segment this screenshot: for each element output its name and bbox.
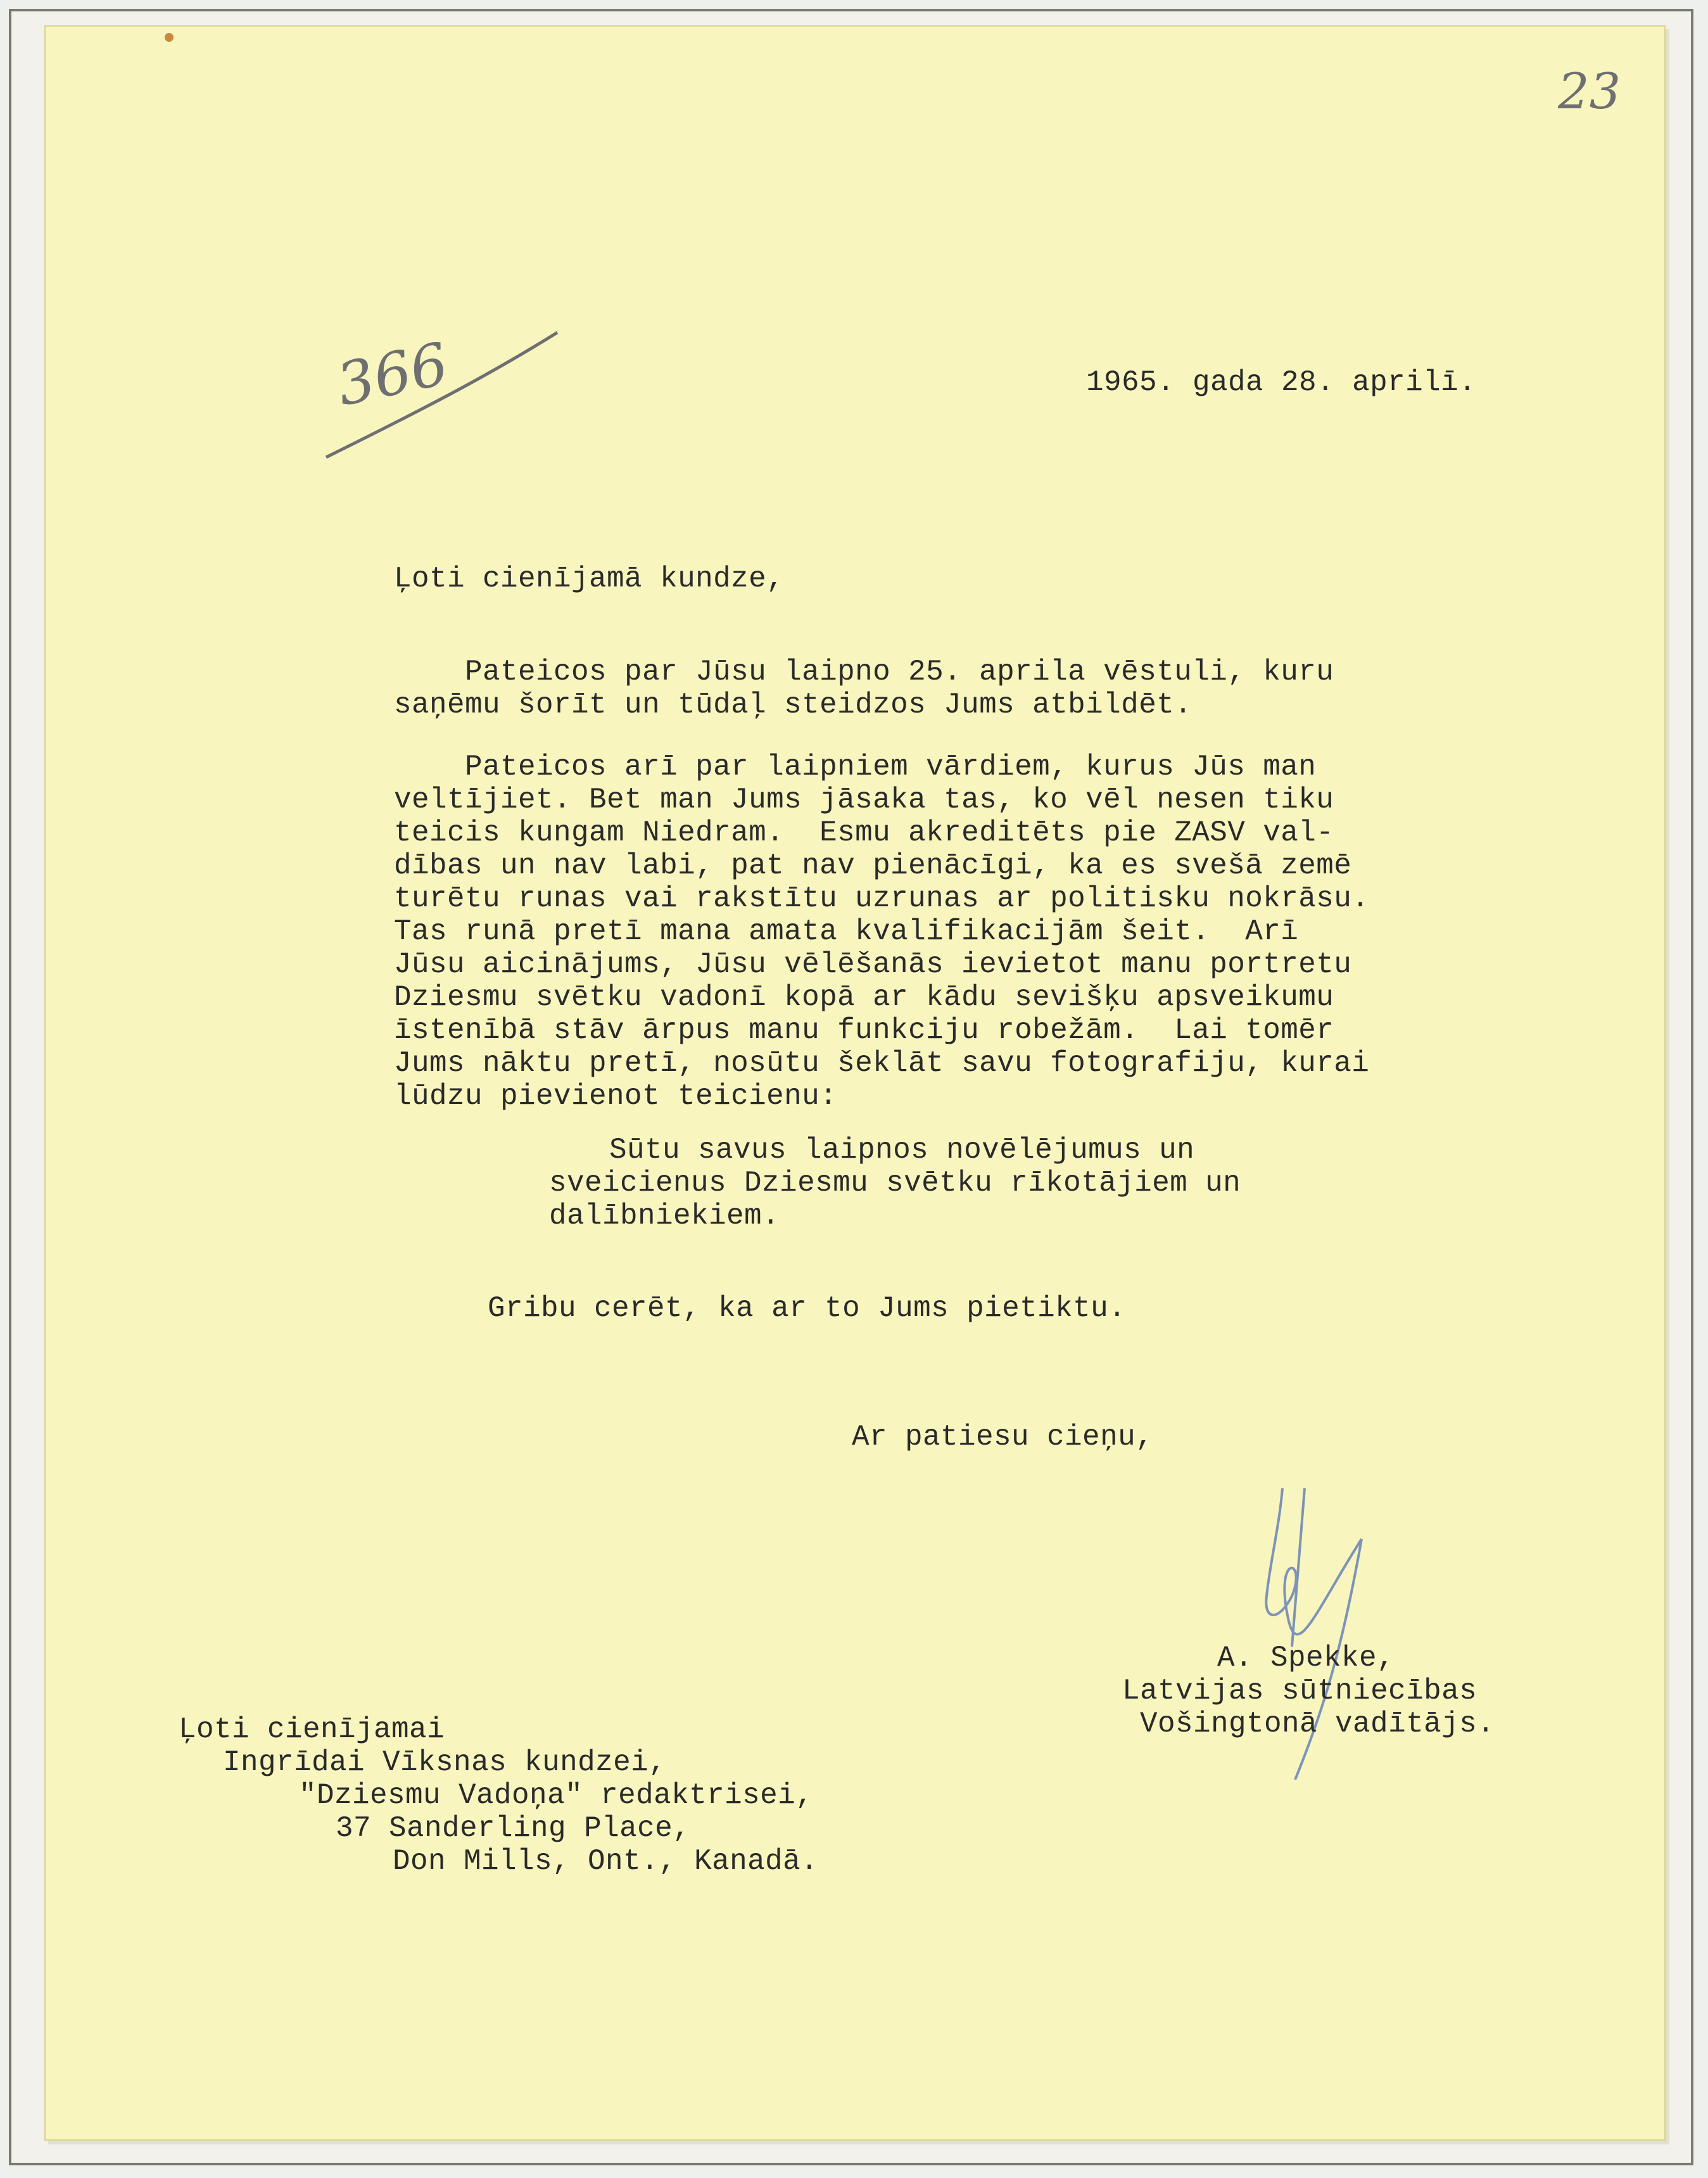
signatory-line: A. Spekke, [1217, 1642, 1395, 1675]
signatory-line: Latvijas sūtniecības [1122, 1675, 1477, 1707]
closing-paragraph: Gribu cerēt, ka ar to Jums pietiktu. [488, 1292, 1127, 1325]
file-number: 366 [331, 329, 454, 419]
paragraph2-line: lūdzu pievienot teicienu: [394, 1080, 838, 1113]
page-number: 23 [1558, 63, 1621, 120]
address-line: Ingrīdai Vīksnas kundzei, [223, 1746, 667, 1779]
paragraph1-line: Pateicos par Jūsu laipno 25. aprilа vēstuli, kuru [394, 655, 1334, 688]
paragraph2-line: teicis kungam Niedram. Esmu akreditēts pie ZASV val- [394, 816, 1334, 849]
paragraph2-line: Tas runā pretī mana amata kvalifikacijām šeit. Arī [394, 915, 1299, 948]
paragraph2-line: īstenībā stāv ārpus manu funkciju robežām. Lai tomēr [394, 1014, 1334, 1047]
closing: Ar patiesu cieņu, [852, 1421, 1154, 1453]
quote-line: sveicienus Dziesmu svētku rīkotājiem un [549, 1167, 1241, 1200]
paragraph2-line: Pateicos arī par laipniem vārdiem, kurus Jūs man [394, 750, 1317, 783]
paragraph2-line: dības un nav labi, pat nav pienācīgi, ka es svešā zemē [394, 849, 1352, 882]
letter-date: 1965. gada 28. aprilī. [1086, 366, 1477, 399]
paragraph2-line: Jums nāktu pretī, nosūtu šeklāt savu fotografiju, kurai [394, 1047, 1370, 1080]
paragraph2-line: Dziesmu svētku vadonī kopā ar kādu sevišķu apsveikumu [394, 981, 1334, 1014]
pencil-stroke [326, 329, 557, 457]
quote-line: Sūtu savus laipnos novēlējumus un [609, 1134, 1195, 1167]
paragraph2-line: veltījiet. Bet man Jums jāsaka tas, ko vēl nesen tiku [394, 783, 1334, 816]
quote-line: dalībniekiem. [549, 1200, 780, 1232]
paragraph2-line: Jūsu aicinājums, Jūsu vēlēšanās ievietot manu portretu [394, 948, 1352, 981]
paragraph2-line: turētu runas vai rakstītu uzrunas ar politisku nokrāsu. [394, 882, 1370, 915]
address-line: 37 Sanderling Place, [336, 1812, 691, 1845]
address-line: Ļoti cienījamai [179, 1713, 445, 1746]
paragraph1-line: saņēmu šorīt un tūdaļ steidzos Jums atbildēt. [394, 688, 1192, 721]
salutation: Ļoti cienījamā kundze, [394, 562, 785, 595]
signatory-line: Vošingtonā vadītājs. [1140, 1707, 1495, 1740]
address-line: "Dziesmu Vadoņa" redaktrisei, [299, 1779, 814, 1812]
address-line: Don Mills, Ont., Kanadā. [393, 1845, 819, 1878]
